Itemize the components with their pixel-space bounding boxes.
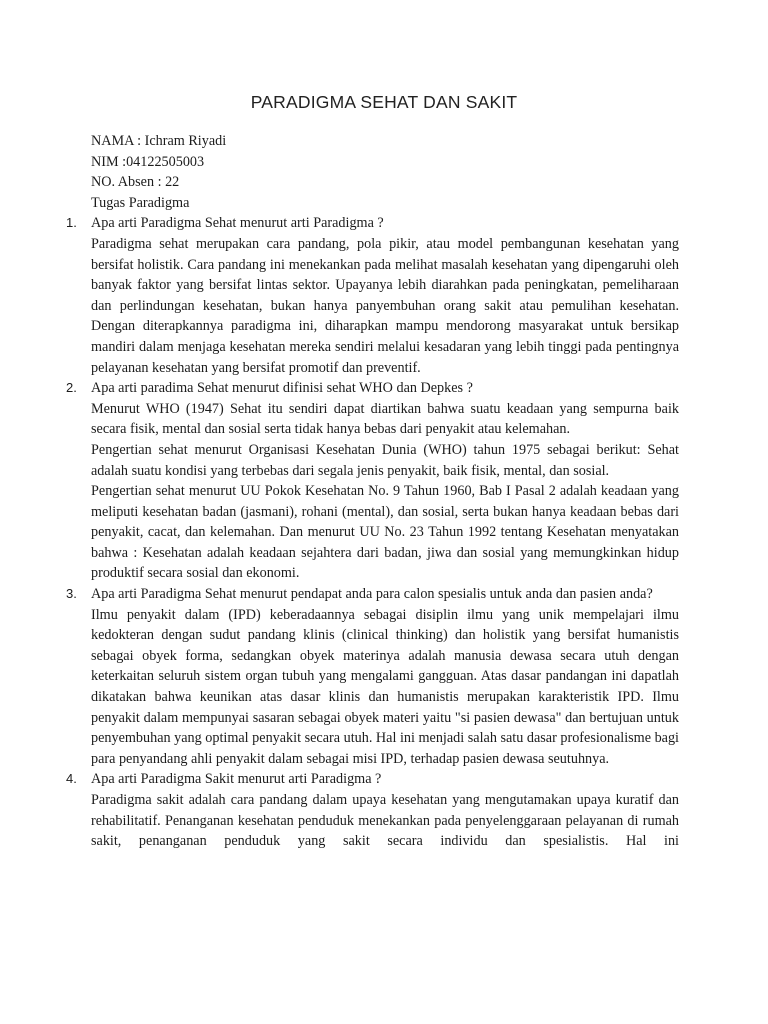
section-paragraph: Pengertian sehat menurut UU Pokok Kesehatan No. 9 Tahun 1960, Bab I Pasal 2 adalah keadaan yang meliputi kesehatan badan (jasmani), rohani (mental), dan sosial, serta bukan hanya keadaan bebas dari penyakit, cacat, dan kelemahan. Dan menurut UU No. 23 Tahun 1992 tentang Kesehatan menyatakan bahwa : Kesehatan adalah keadaan sejahtera dari badan, jiwa dan sosial yang memungkinkan hidup produktif secara sosial dan ekonomi. — [91, 483, 679, 582]
section-paragraph: Ilmu penyakit dalam (IPD) keberadaannya sebagai disiplin ilmu yang unik mempelajari ilmu kedokteran dengan sudut pandang klinis (clinical thinking) dan holistik yang bersifat humanistis sebagai obyek forma, sedangkan obyek materinya adalah manusia dewasa secara utuh dengan keterkaitan seluruh sistem organ tubuh yang mengalami gangguan. Atas dasar pandangan ini dapatlah dikatakan bahwa keunikan atas dasar klinis dan humanistis merupakan karakteristik IPD. Ilmu penyakit dalam mempunyai sasaran sebagai obyek materi yaitu "si pasien dewasa" dan bertujuan untuk penyembuhan yang optimal penyakit secara utuh. Hal ini menjadi salah satu dasar profesionalisme bagi para penyandang ahli penyakit dalam sebagai misi IPD, terhadap pasien dewasa seutuhnya. — [91, 606, 679, 767]
section-question: Apa arti Paradigma Sehat menurut arti Paradigma ? — [91, 215, 384, 232]
section-2 — [66, 378, 679, 584]
section-3 — [66, 584, 679, 769]
document-body — [66, 131, 679, 852]
student-name-line: NAMA : Ichram Riyadi — [91, 133, 227, 149]
section-number: 1. — [66, 215, 77, 231]
section-paragraph: Pengertian sehat menurut Organisasi Kesehatan Dunia (WHO) tahun 1975 sebagai berikut: Sehat adalah suatu kondisi yang terbebas dari segala jenis penyakit, baik fisik, mental, dan sosial. — [91, 441, 679, 479]
assignment-line: Tugas Paradigma — [91, 194, 190, 211]
section-paragraph: Paradigma sehat merupakan cara pandang, pola pikir, atau model pembangunan kesehatan yang bersifat holistik. Cara pandang ini menekankan pada melihat masalah kesehatan yang dipengaruhi oleh banyak faktor yang bersifat lintas sektor. Upayanya lebih diarahkan pada peningkatan, pemeliharaan dan perlindungan kesehatan, bukan hanya panyembuhan orang sakit atau pemulihan kesehatan. Dengan diterapkannya paradigma ini, diharapkan mampu mendorong masyarakat untuk bersikap mandiri dalam menjaga kesehatan mereka sendiri melalui kesadaran yang lebih tinggi pada pentingnya pelayanan kesehatan yang bersifat promotif dan preventif. — [91, 235, 679, 376]
document-title: PARADIGMA SEHAT DAN SAKIT — [250, 92, 518, 112]
section-question: Apa arti paradima Sehat menurut difinisi sehat WHO dan Depkes ? — [91, 380, 473, 397]
section-number: 2. — [66, 380, 77, 396]
section-question: Apa arti Paradigma Sehat menurut pendapat anda para calon spesialis untuk anda dan pasien anda? — [91, 586, 653, 603]
section-paragraph: Paradigma sakit adalah cara pandang dalam upaya kesehatan yang mengutamakan upaya kuratif dan rehabilitatif. Penanganan kesehatan penduduk menekankan pada penyelenggaraan pelayanan di rumah sakit, penanganan penduduk yang sakit secara individu dan spesialistis. Hal ini — [91, 792, 679, 850]
section-number: 4. — [66, 771, 77, 787]
section-question: Apa arti Paradigma Sakit menurut arti Paradigma ? — [91, 771, 382, 788]
absence-number-line: NO. Absen : 22 — [91, 174, 180, 191]
student-nim-line: NIM :04122505003 — [91, 153, 205, 170]
section-number: 3. — [66, 586, 77, 602]
section-1 — [66, 213, 679, 378]
section-4 — [66, 769, 679, 851]
section-paragraph: Menurut WHO (1947) Sehat itu sendiri dapat diartikan bahwa suatu keadaan yang sempurna baik secara fisik, mental dan sosial serta tidak hanya bebas dari penyakit atau kelemahan. — [91, 400, 679, 438]
